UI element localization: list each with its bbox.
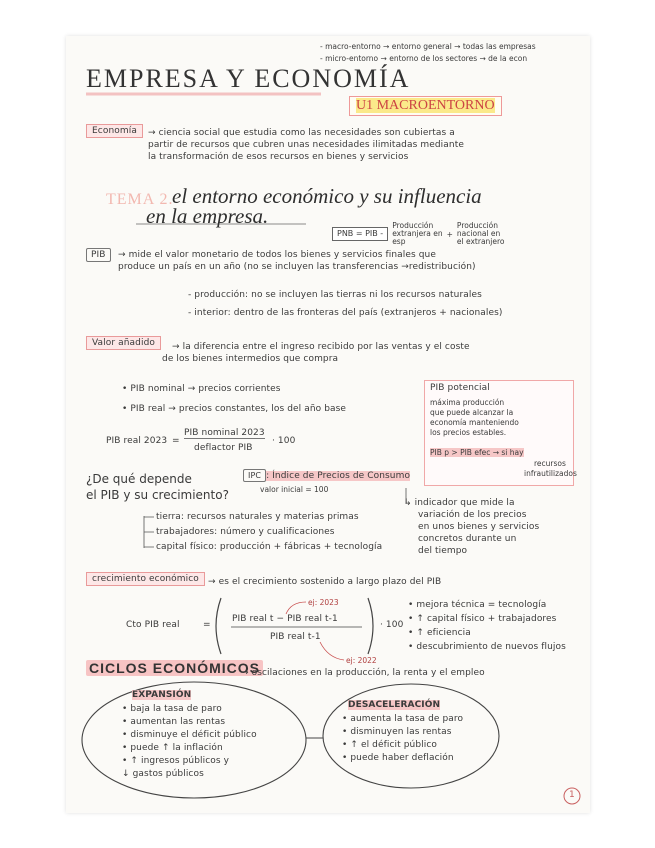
expansion-item-4: • puede ↑ la inflación — [122, 743, 223, 753]
economia-line-3: la transformación de esos recursos en bienes y servicios — [148, 152, 409, 162]
economia-term: Economía — [86, 126, 143, 136]
cto-cause-4: • descubrimiento de nuevos flujos — [408, 642, 566, 652]
desaceleracion-item-4: • puede haber deflación — [342, 753, 454, 763]
depende-question-2: el PIB y su crecimiento? — [86, 488, 229, 502]
ipc-line — [243, 471, 410, 481]
pib-term: PIB — [86, 250, 111, 260]
cto-note-t1: ej: 2022 — [346, 656, 377, 665]
pib-line-1: → mide el valor monetario de todos los bienes y servicios finales que — [118, 250, 437, 260]
cto-formula-den: PIB real t-1 — [270, 632, 321, 642]
expansion-item-1: • baja la tasa de paro — [122, 704, 222, 714]
ipc-desc-2: variación de los precios — [418, 510, 527, 520]
pnb-equation — [332, 222, 505, 246]
valor-anadido-term: Valor añadido — [86, 338, 161, 348]
formula-real-left: PIB real 2023 — [106, 436, 168, 446]
cto-cause-1: • mejora técnica = tecnología — [408, 600, 547, 610]
ipc-desc-3: en unos bienes y servicios — [418, 522, 540, 532]
tema-title-1: el entorno económico y su influencia — [172, 184, 482, 208]
pnb-left: PNB = PIB - — [332, 227, 388, 241]
expansion-item-5: • ↑ ingresos públicos y — [122, 756, 230, 766]
pnb-term-b: Producción nacional en el extranjero — [456, 221, 505, 246]
tema-title-2: en la empresa. — [146, 204, 269, 228]
formula-real-den: deflactor PIB — [194, 443, 253, 453]
potencial-relation: PIB p > PIB efec → si hay — [430, 448, 524, 457]
cto-note-t: ej: 2023 — [308, 598, 339, 607]
ipc-desc-4: concretos durante un — [418, 534, 517, 544]
desaceleracion-item-2: • disminuyen las rentas — [342, 727, 452, 737]
pib-real: • PIB real → precios constantes, los del año base — [122, 404, 347, 414]
crecimiento-def: → es el crecimiento sostenido a largo plazo del PIB — [208, 577, 442, 587]
depende-item-trabajadores: trabajadores: número y cualificaciones — [156, 527, 335, 537]
potencial-line-3: economía manteniendo — [430, 418, 519, 427]
formula-real-num: PIB nominal 2023 — [184, 428, 265, 438]
expansion-title: EXPANSIÓN — [132, 690, 192, 700]
depende-item-capital: capital físico: producción + fábricas + tecnología — [156, 542, 383, 552]
potencial-line-1: máxima producción — [430, 398, 505, 407]
desaceleracion-item-1: • aumenta la tasa de paro — [342, 714, 464, 724]
micro-note: - micro-entorno → entorno de los sectores → de la econ — [320, 54, 528, 63]
cto-formula-left: Cto PIB real — [126, 620, 180, 630]
potencial-relation-2: recursos — [534, 459, 566, 468]
valor-line-2: de los bienes intermedios que compra — [162, 354, 339, 364]
tema-number: TEMA 2. — [106, 191, 174, 208]
macro-note: - macro-entorno → entorno general → todas las empresas — [320, 42, 536, 51]
unit-label — [349, 96, 502, 116]
desaceleracion-title: DESACELERACIÓN — [348, 700, 441, 710]
ipc-text: : Índice de Precios de Consumo — [266, 471, 411, 481]
depende-item-tierra: tierra: recursos naturales y materias primas — [156, 512, 359, 522]
cto-formula-times: · 100 — [380, 620, 404, 630]
page-title: EMPRESA Y ECONOMÍA — [86, 64, 411, 93]
pib-interior: - interior: dentro de las fronteras del país (extranjeros + nacionales) — [188, 308, 503, 318]
pib-line-2: produce un país en un año (no se incluyen las transferencias →redistribución) — [118, 262, 476, 272]
desaceleracion-item-3: • ↑ el déficit público — [342, 740, 438, 750]
ipc-desc-1: ↳ indicador que mide la — [404, 498, 515, 508]
cto-cause-3: • ↑ eficiencia — [408, 628, 471, 638]
cto-cause-2: • ↑ capital físico + trabajadores — [408, 614, 557, 624]
economia-line-1: → ciencia social que estudia como las necesidades son cubiertas a — [148, 128, 455, 138]
potencial-line-2: que puede alcanzar la — [430, 408, 514, 417]
expansion-item-2: • aumentan las rentas — [122, 717, 226, 727]
pnb-term-a: Producción extranjera en esp — [392, 221, 443, 246]
potencial-title: PIB potencial — [430, 383, 490, 393]
cto-formula-num: PIB real t − PIB real t-1 — [232, 614, 338, 624]
pnb-operator: + — [446, 229, 453, 239]
valor-line-1: → la diferencia entre el ingreso recibido por las ventas y el coste — [172, 342, 470, 352]
ciclos-term: CICLOS ECONÓMICOS — [86, 660, 263, 676]
formula-real-eq: = — [172, 436, 180, 446]
pib-produccion: - producción: no se incluyen las tierras ni los recursos naturales — [188, 290, 482, 300]
potencial-relation-3: infrautilizados — [524, 469, 577, 478]
crecimiento-term: crecimiento económico — [86, 574, 205, 584]
notebook-page — [66, 36, 590, 813]
pib-nominal: • PIB nominal → precios corrientes — [122, 384, 281, 394]
formula-real-times: · 100 — [272, 436, 296, 446]
page-number: 1 — [569, 790, 575, 800]
expansion-item-3: • disminuye el déficit público — [122, 730, 257, 740]
ipc-desc-5: del tiempo — [418, 546, 468, 556]
ciclos-def: → oscilaciones en la producción, la renta y el empleo — [241, 668, 485, 678]
ipc-term: IPC — [243, 469, 266, 482]
depende-question: ¿De qué depende — [86, 472, 192, 486]
economia-line-2: partir de recursos que cubren unas necesidades ilimitadas mediante — [148, 140, 464, 150]
unit-label-text: U1 MACROENTORNO — [356, 98, 495, 113]
ipc-sub: valor inicial = 100 — [260, 485, 329, 494]
expansion-item-6: ↓ gastos públicos — [122, 769, 204, 779]
cto-formula-eq: = — [203, 620, 211, 630]
potencial-line-4: los precios estables. — [430, 428, 507, 437]
